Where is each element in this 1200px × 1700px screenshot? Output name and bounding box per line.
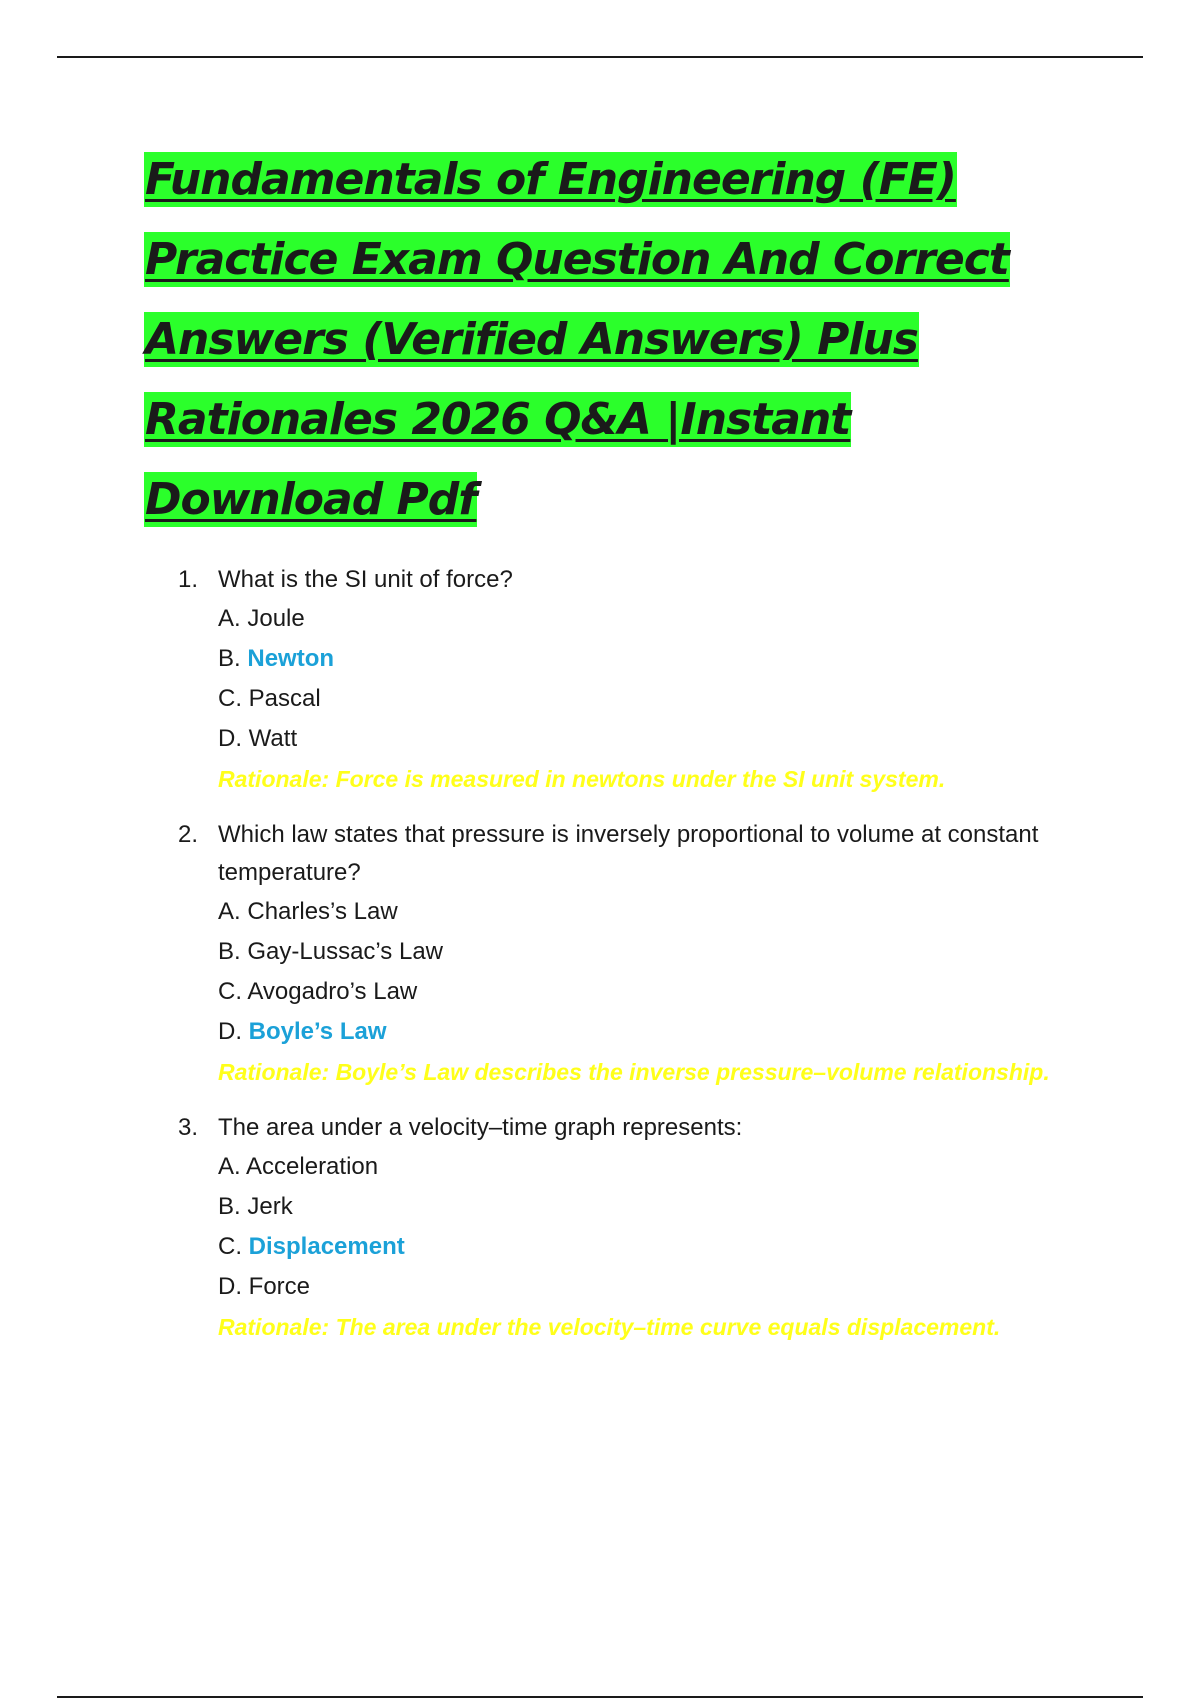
answer-option-correct: C. Displacement (218, 1233, 405, 1260)
answer-option-correct: B. Newton (218, 645, 335, 672)
rationale: Rationale: The area under the velocity–time curve equals displacement. (218, 1314, 1001, 1340)
question-text: Which law states that pressure is inversely proportional to volume at constant temperature? (218, 821, 1039, 886)
answer-option: A. Acceleration (218, 1153, 379, 1180)
question-number: 1. (178, 566, 199, 593)
question-number: 2. (178, 821, 199, 848)
document-title (144, 140, 1064, 540)
question-item (178, 561, 1078, 799)
rationale: Rationale: Force is measured in newtons under the SI unit system. (218, 766, 946, 792)
question-text: What is the SI unit of force? (218, 566, 513, 593)
rationale: Rationale: Boyle’s Law describes the inverse pressure–volume relationship. (218, 1059, 1050, 1085)
answer-option: C. Avogadro’s Law (218, 978, 418, 1005)
answer-option: A. Charles’s Law (218, 898, 398, 925)
answer-option: D. Force (218, 1273, 311, 1300)
answer-option: A. Joule (218, 605, 305, 632)
question-text: The area under a velocity–time graph represents: (218, 1114, 743, 1141)
answer-option-correct: D. Boyle’s Law (218, 1018, 387, 1045)
question-number: 3. (178, 1114, 199, 1141)
question-item (178, 816, 1078, 1092)
title-line: Fundamentals of Engineering (FE) (145, 154, 956, 205)
header-rule (57, 56, 1143, 58)
answer-option: B. Jerk (218, 1193, 293, 1220)
answer-option: C. Pascal (218, 685, 321, 712)
title-line: Practice Exam Question And Correct (145, 234, 1009, 285)
title-line: Answers (Verified Answers) Plus (145, 314, 918, 365)
title-line: Download Pdf (145, 474, 477, 525)
answer-option: D. Watt (218, 725, 298, 752)
question-item (178, 1109, 1078, 1347)
question-list (178, 561, 1078, 1364)
title-line: Rationales 2026 Q&A |Instant (145, 394, 851, 445)
answer-option: B. Gay-Lussac’s Law (218, 938, 444, 965)
footer-rule (57, 1696, 1143, 1698)
